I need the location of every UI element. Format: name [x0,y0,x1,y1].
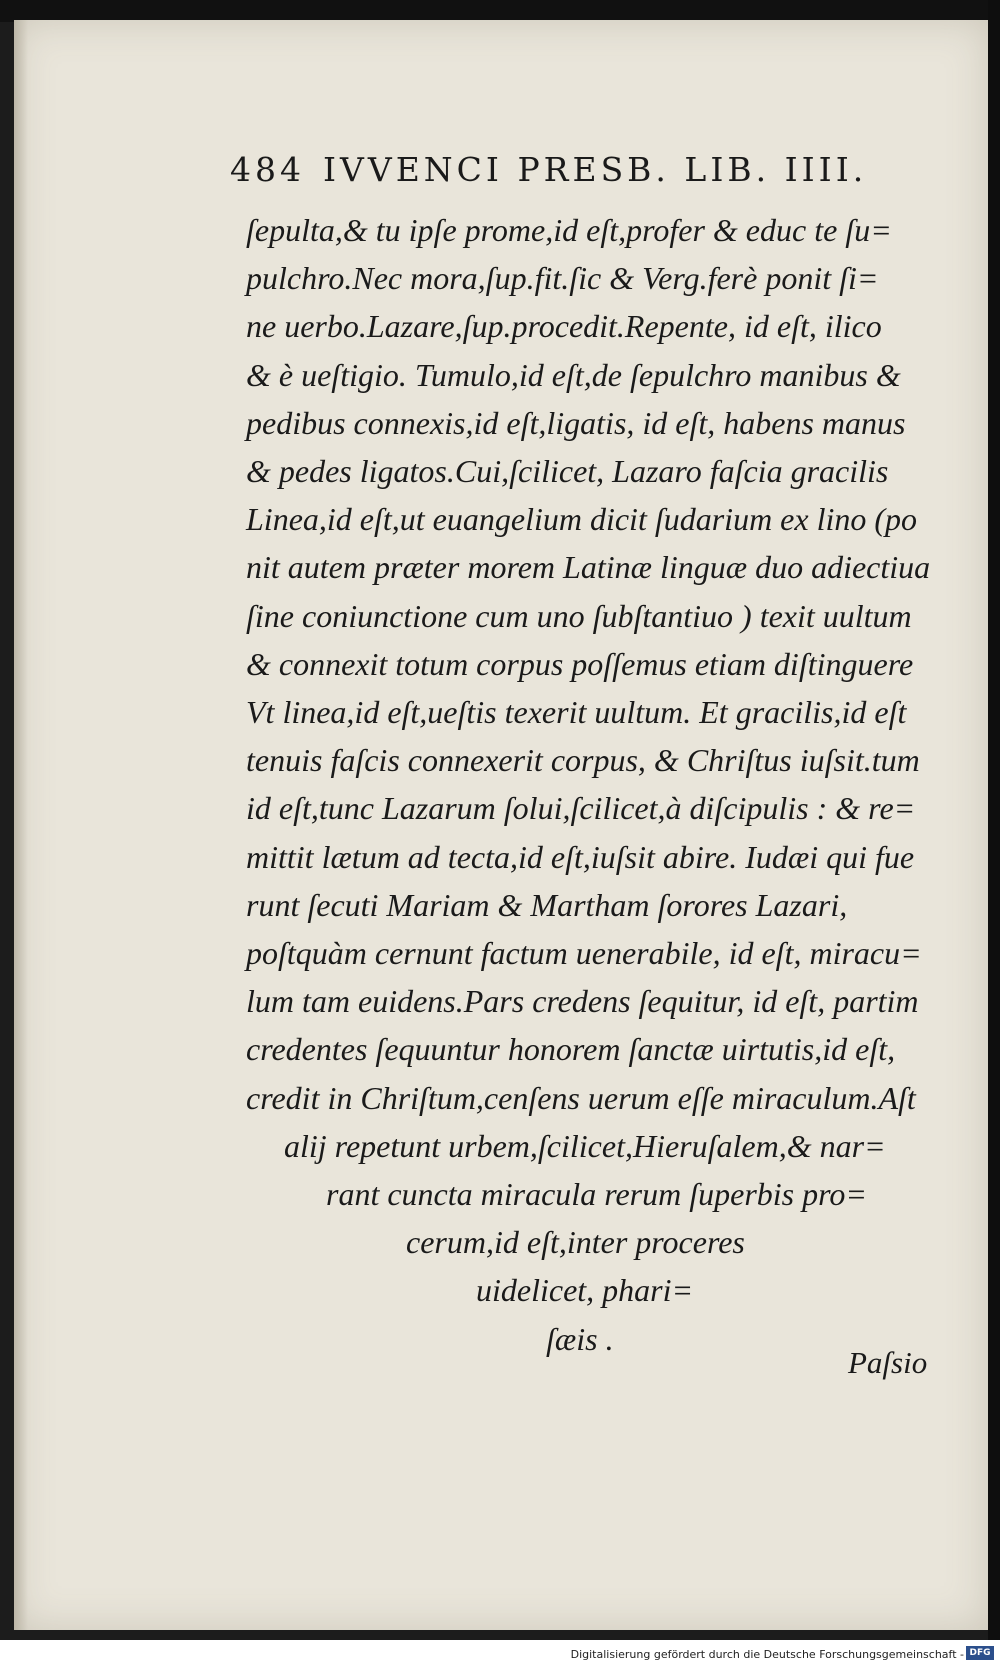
text-line: & connexit totum corpus poſſemus etiam diſtinguere [246,645,914,682]
text-line: & pedes ligatos.Cui,ſcilicet, Lazaro faſcia gracilis [246,453,889,490]
funding-note: Digitalisierung gefördert durch die Deutsche Forschungsgemeinschaft - [570,1648,964,1661]
dfg-logo: DFG [966,1646,994,1660]
text-line: cerum,id eſt,inter proceres [406,1224,745,1261]
text-line: tenuis faſcis connexerit corpus, & Chriſtus iuſsit.tum [246,742,920,779]
page-gutter-shade [14,20,28,1630]
text-line: credentes ſequuntur honorem ſanctæ uirtutis,id eſt, [246,1031,896,1068]
text-line: ſine coniunctione cum uno ſubſtantiuo ) texit uultum [246,597,912,634]
text-line: rant cuncta miracula rerum ſuperbis pro= [326,1176,867,1213]
scan-top-edge [0,0,1000,22]
running-head-title: IVVENCI PRESB. LIB. IIII. [323,150,868,189]
catchword: Paſsio [848,1345,928,1380]
text-line: id eſt,tunc Lazarum ſolui,ſcilicet,à diſcipulis : & re= [246,790,916,827]
text-line: mittit lætum ad tecta,id eſt,iuſsit abire. Iudæi qui fue [246,838,915,875]
page-number: 484 [230,150,305,189]
text-line: ſæis . [546,1320,614,1357]
text-line: Linea,id eſt,ut euangelium dicit ſudarium ex lino (po [246,501,918,538]
running-head [230,150,930,200]
text-line: Vt linea,id eſt,ueſtis texerit uultum. Et gracilis,id eſt [246,694,907,731]
text-line: lum tam euidens.Pars credens ſequitur, id eſt, partim [246,983,919,1020]
commentary-text [246,206,946,1363]
text-line: ſepulta,& tu ipſe prome,id eſt,profer & educ te ſu= [246,212,892,248]
text-line: credit in Chriſtum,cenſens uerum eſſe miraculum.Aſt [246,1079,916,1116]
text-line: uidelicet, phari= [476,1272,694,1309]
text-line: pulchro.Nec mora,ſup.fit.ſic & Verg.ferè ponit ſi= [246,260,879,297]
text-line: nit autem præter morem Latinæ linguæ duo adiectiua [246,549,931,586]
text-line: runt ſecuti Mariam & Martham ſorores Lazari, [246,886,848,923]
text-line: poſtquàm cernunt factum uenerabile, id eſt, miracu= [246,935,922,972]
text-line: alij repetunt urbem,ſcilicet,Hieruſalem,& nar= [284,1127,886,1164]
text-line: ne uerbo.Lazare,ſup.procedit.Repente, id eſt, ilico [246,308,882,345]
scan-right-edge [988,0,1000,1640]
text-line: & è ueſtigio. Tumulo,id eſt,de ſepulchro manibus & [246,356,901,393]
text-line: pedibus connexis,id eſt,ligatis, id eſt, habens manus [246,404,906,441]
